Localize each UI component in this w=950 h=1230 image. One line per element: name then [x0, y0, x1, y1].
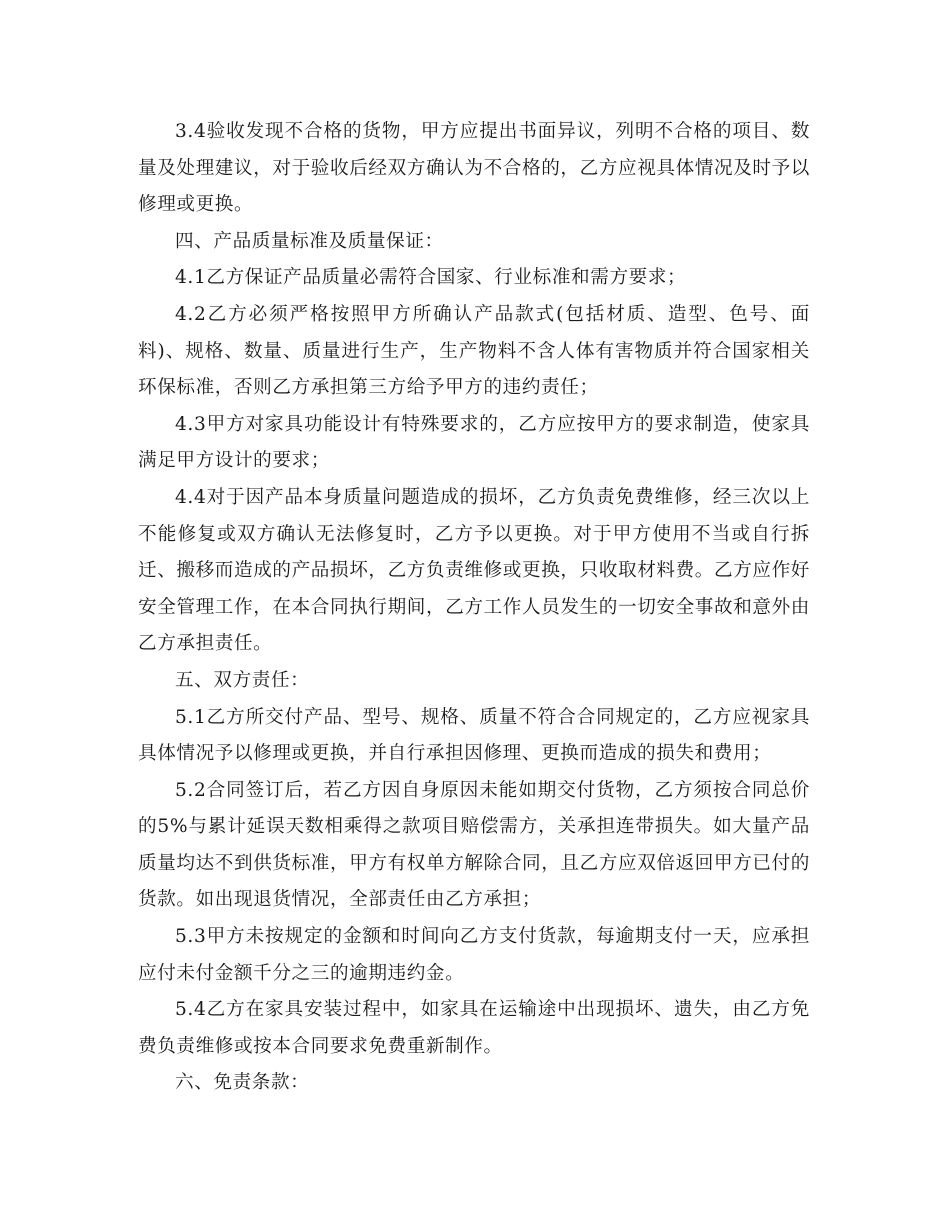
- clause-5-4: 5.4乙方在家具安装过程中，如家具在运输途中出现损坏、遗失，由乙方免费负责维修或按本合同要求免费重新制作。: [138, 999, 810, 1057]
- clause-5-1: 5.1乙方所交付产品、型号、规格、质量不符合合同规定的，乙方应视家具具体情况予以修理或更换，并自行承担因修理、更换而造成的损失和费用；: [138, 706, 810, 765]
- clause-4-2: 4.2乙方必须严格按照甲方所确认产品款式(包括材质、造型、色号、面料)、规格、数量、质量进行生产，生产物料不含人体有害物质并符合国家相关环保标准，否则乙方承担第三方给予甲方的违约责任；: [138, 303, 810, 399]
- section-heading-quality: 四、产品质量标准及质量保证：: [175, 230, 444, 252]
- clause-5-2: 5.2合同签订后，若乙方因自身原因未能如期交付货物，乙方须按合同总价的5%与累计延误天数相乘得之款项目赔偿需方，关承担连带损失。如大量产品质量均达不到供货标准，甲方有权单方解除合同，且乙方应双倍返回甲方已付的货款。如出现退货情况，全部责任由乙方承担；: [138, 779, 810, 911]
- section-heading-responsibilities: 五、双方责任：: [175, 669, 310, 691]
- clause-4-3: 4.3甲方对家具功能设计有特殊要求的，乙方应按甲方的要求制造，使家具满足甲方设计的要求；: [138, 413, 810, 472]
- section-heading-exemption: 六、免责条款：: [175, 1072, 310, 1094]
- clause-4-4: 4.4对于因产品本身质量问题造成的损坏，乙方负责免费维修，经三次以上不能修复或双方确认无法修复时，乙方予以更换。对于甲方使用不当或自行拆迁、搬移而造成的产品损坏，乙方负责维修或更换，只收取材料费。乙方应作好安全管理工作，在本合同执行期间，乙方工作人员发生的一切安全事故和意外由乙方承担责任。: [138, 486, 810, 655]
- clause-3-4: 3.4验收发现不合格的货物，甲方应提出书面异议，列明不合格的项目、数量及处理建议，对于验收后经双方确认为不合格的，乙方应视具体情况及时予以修理或更换。: [138, 121, 810, 216]
- clause-5-3: 5.3甲方未按规定的金额和时间向乙方支付货款，每逾期支付一天，应承担应付未付金额千分之三的逾期违约金。: [138, 926, 810, 984]
- clause-4-1: 4.1乙方保证产品质量必需符合国家、行业标准和需方要求；: [175, 267, 687, 289]
- document-body: [138, 114, 810, 1102]
